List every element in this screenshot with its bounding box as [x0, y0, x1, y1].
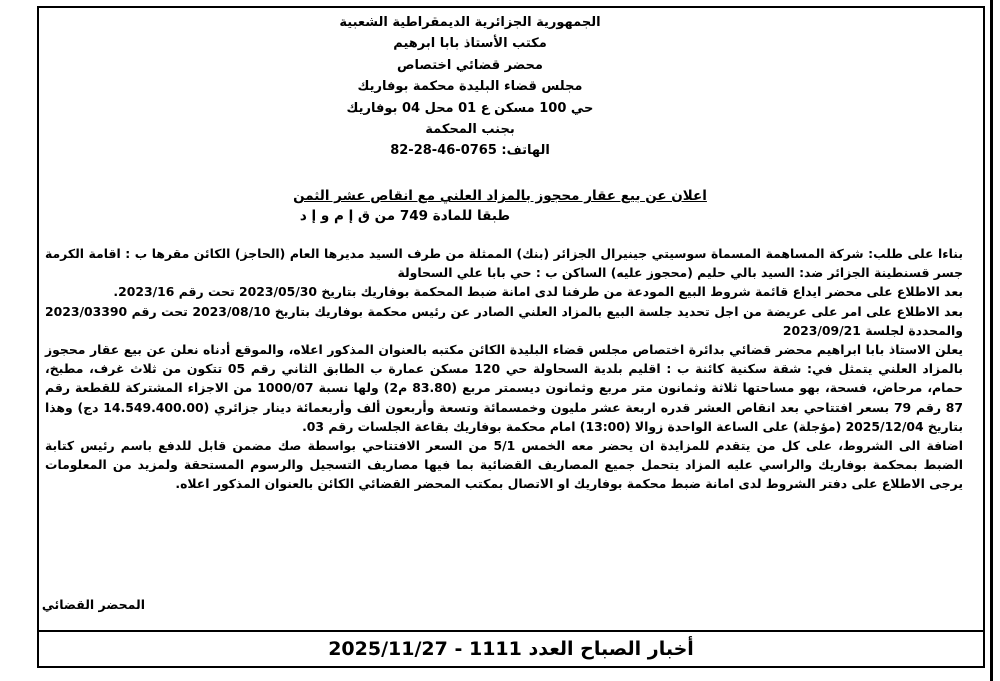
- column-rule: [990, 0, 993, 681]
- office-phone: الهاتف: 0765-46-28-82: [390, 143, 550, 159]
- bailiff-role: محضر قضائي اختصاص: [397, 57, 543, 73]
- office-header: [320, 12, 620, 162]
- signature-line: المحضر القضائي: [41, 597, 145, 612]
- body-paragraph-sale-announcement: يعلن الاستاذ بابا ابراهيم محضر قضائي بدائرة اختصاص مجلس قضاء البليدة الكائن مكتبه بالعنوان المذكور اعلاه، والموقع أدناه نعلن عن بيع عقار محجوز بالمزاد العلني يتمثل في: شقة سكنية كائنة ب : اقليم بلدية السحاولة حي 120 مسكن عمارة ب الطابق الثاني رقم 05 تتكون من ثلاث غرف، مطبخ، حمام، مرحاض، فسحة، بهو مساحتها ثلاثة وثمانون متر مربع وثمانون ديسمتر مربع (83.80 م2) ولها نسبة 1000/07 من الاجزاء المشتركة للقطعة رقم 87 رقم 79 بسعر افتتاحي بعد انقاص العشر قدره اربعة عشر مليون وخمسمائة وتسعة وأربعون ألف وأربعمائة دينار جزائري (14.549.400.00 دج) وهذا بتاريخ 2025/12/04 (مؤجلة) على الساعة الواحدة زوالا (13:00) امام محكمة بوفاريك بقاعة الجلسات رقم 03.: [45, 342, 964, 434]
- body-paragraph-sale-terms: اضافة الى الشروط، على كل من يتقدم للمزايدة ان يحضر معه الخمس 5/1 من السعر الافتتاحي بواسطة صك مضمن قابل للدفع باسم رئيس كتابة الضبط بمحكمة بوفاريك والراسي عليه المزاد يتحمل جميع المصاريف القضائية بما فيها مصاريف التسجيل والرسوم المستحقة ولمزيد من المعلومات يرجى الاطلاع على دفتر الشروط لدى امانة ضبط محكمة بوفاريك او الاتصال بمكتب المحضر القضائي الكائن بالعنوان المذكور اعلاه.: [45, 438, 963, 492]
- notice-title-line-2: طبقا للمادة 749 من ق إ م و إ د: [299, 208, 511, 224]
- body-paragraph-conditions-filing: بعد الاطلاع على محضر ايداع قائمة شروط البيع المودعة من طرفنا لدى امانة ضبط المحكمة بوفاريك بتاريخ 2023/05/30 تحت رقم 2023/16.: [113, 284, 963, 300]
- body-paragraph-court-order: بعد الاطلاع على امر على عريضة من اجل تحديد جلسة البيع بالمزاد العلني الصادر عن رئيس محكمة بوفاريك بتاريخ 2023/08/10 تحت رقم 2023/03390 والمحددة لجلسة 2023/09/21: [45, 303, 963, 338]
- body-paragraph-request: بناءا على طلب: شركة المساهمة المسماة سوسيتي جينيرال الجزائر (بنك) الممثلة من طرف السيد مديرها العام (الحاجز) الكائن مقرها ب : اقامة الكرمة جسر قسنطينة الجزائر ضد: السيد بالي حليم (محجوز عليه) الساكن ب : حي بابا علي السحاولة: [45, 246, 963, 281]
- office-address: حي 100 مسكن ع 01 محل 04 بوفاريك: [346, 100, 594, 116]
- jurisdiction-line: مجلس قضاء البليدة محكمة بوفاريك: [357, 79, 583, 95]
- office-name: مكتب الأستاذ بابا ابرهيم: [393, 36, 547, 52]
- republic-line: الجمهورية الجزائرية الديمقراطية الشعبية: [339, 15, 601, 30]
- notice-title: [0, 186, 1000, 226]
- office-location: بجنب المحكمة: [425, 122, 515, 138]
- notice-title-line-1: اعلان عن بيع عقار محجوز بالمزاد العلني مع انقاص عشر الثمن: [293, 188, 707, 204]
- footer-divider: [37, 630, 985, 632]
- publication-footer: أخبار الصباح العدد 1111 - 2025/11/27: [328, 638, 694, 660]
- notice-body: [45, 244, 963, 494]
